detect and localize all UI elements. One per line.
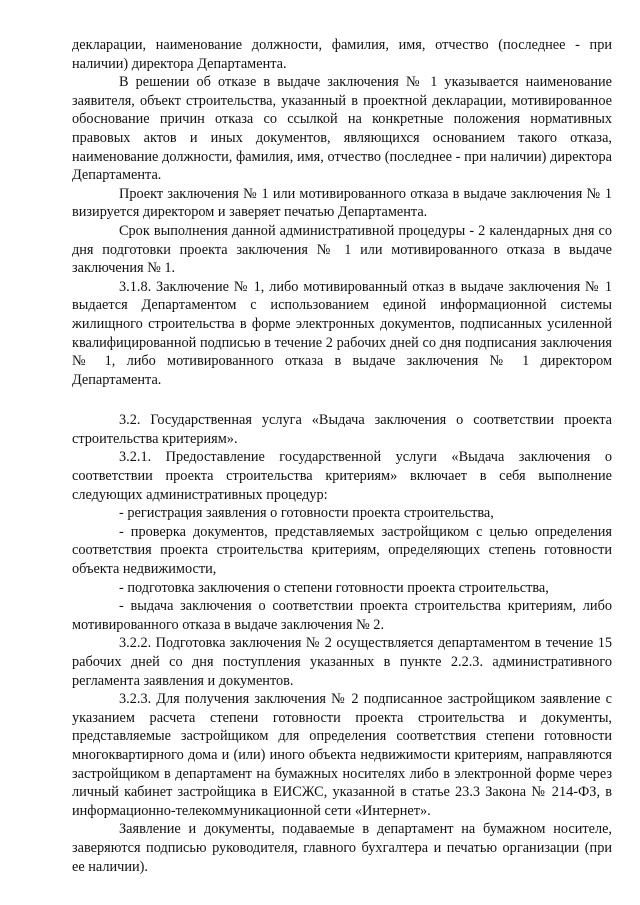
list-item-document-check: - проверка документов, представляемых застройщиком с целью определения соответствия проекта строительства критериям, определяющих степень готовности объекта недвижимости, bbox=[72, 523, 612, 578]
section-gap bbox=[72, 389, 612, 411]
paragraph-3-1-8: 3.1.8. Заключение № 1, либо мотивированный отказ в выдаче заключения № 1 выдается Департаментом с использованием единой информационной системы жилищного строительства в форме электронных документов, подписанных усиленной квалифицированной подписью в течение 2 рабочих дней со дня подписания заключения № 1, либо мотивированного отказа в выдаче заключения № 1 директором Департамента. bbox=[72, 278, 612, 388]
paragraph-3-2-3: 3.2.3. Для получения заключения № 2 подписанное застройщиком заявление с указанием расчета степени готовности проекта строительства и документы, представляемые застройщиком для определения соответствия степени готовности многоквартирного дома и (или) иного объекта недвижимости критериям, направляются застройщиком в департамент на бумажных носителях либо в электронной форме через личный кабинет застройщика в ЕИСЖС, указанной в статье 23.3 Закона № 214-ФЗ, в информационно-телекоммуникационной сети «Интернет». bbox=[72, 691, 612, 819]
paragraph-procedure-term: Срок выполнения данной административной процедуры - 2 календарных дня со дня подготовки проекта заключения № 1 или мотивированного отказа в выдаче заключения № 1. bbox=[72, 222, 612, 277]
paragraph-refusal-decision: В решении об отказе в выдаче заключения № 1 указывается наименование заявителя, объект строительства, указанный в проектной декларации, мотивированное обоснование причин отказа со ссылкой на конкретные положения нормативных правовых актов и иных документов, являющихся основанием такого отказа, наименование должности, фамилия, имя, отчество (последнее - при наличии) директора Департамента. bbox=[72, 74, 612, 184]
paragraph-declaration-end: декларации, наименование должности, фамилия, имя, отчество (последнее - при наличии) директора Департамента. bbox=[72, 37, 612, 72]
paragraph-paper-documents: Заявление и документы, подаваемые в департамент на бумажном носителе, заверяются подписью руководителя, главного бухгалтера и печатью организации (при ее наличии). bbox=[72, 821, 612, 875]
paragraph-3-2-heading: 3.2. Государственная услуга «Выдача заключения о соответствии проекта строительства критериям». bbox=[72, 412, 612, 447]
document-page bbox=[72, 36, 612, 896]
list-item-issuance: - выдача заключения о соответствии проекта строительства критериям, либо мотивированного отказа в выдаче заключения № 2. bbox=[72, 598, 612, 633]
paragraph-3-2-2: 3.2.2. Подготовка заключения № 2 осуществляется департаментом в течение 15 рабочих дней со дня поступления указанных в пункте 2.2.3. административного регламента заявления и документов. bbox=[72, 635, 612, 689]
paragraph-3-2-1: 3.2.1. Предоставление государственной услуги «Выдача заключения о соответствии проекта строительства критериям» включает в себя выполнение следующих административных процедур: bbox=[72, 449, 612, 503]
list-item-registration: - регистрация заявления о готовности проекта строительства, bbox=[119, 505, 494, 522]
paragraph-draft-endorsement: Проект заключения № 1 или мотивированного отказа в выдаче заключения № 1 визируется директором и заверяет печатью Департамента. bbox=[72, 185, 612, 221]
list-item-preparation: - подготовка заключения о степени готовности проекта строительства, bbox=[119, 579, 549, 596]
